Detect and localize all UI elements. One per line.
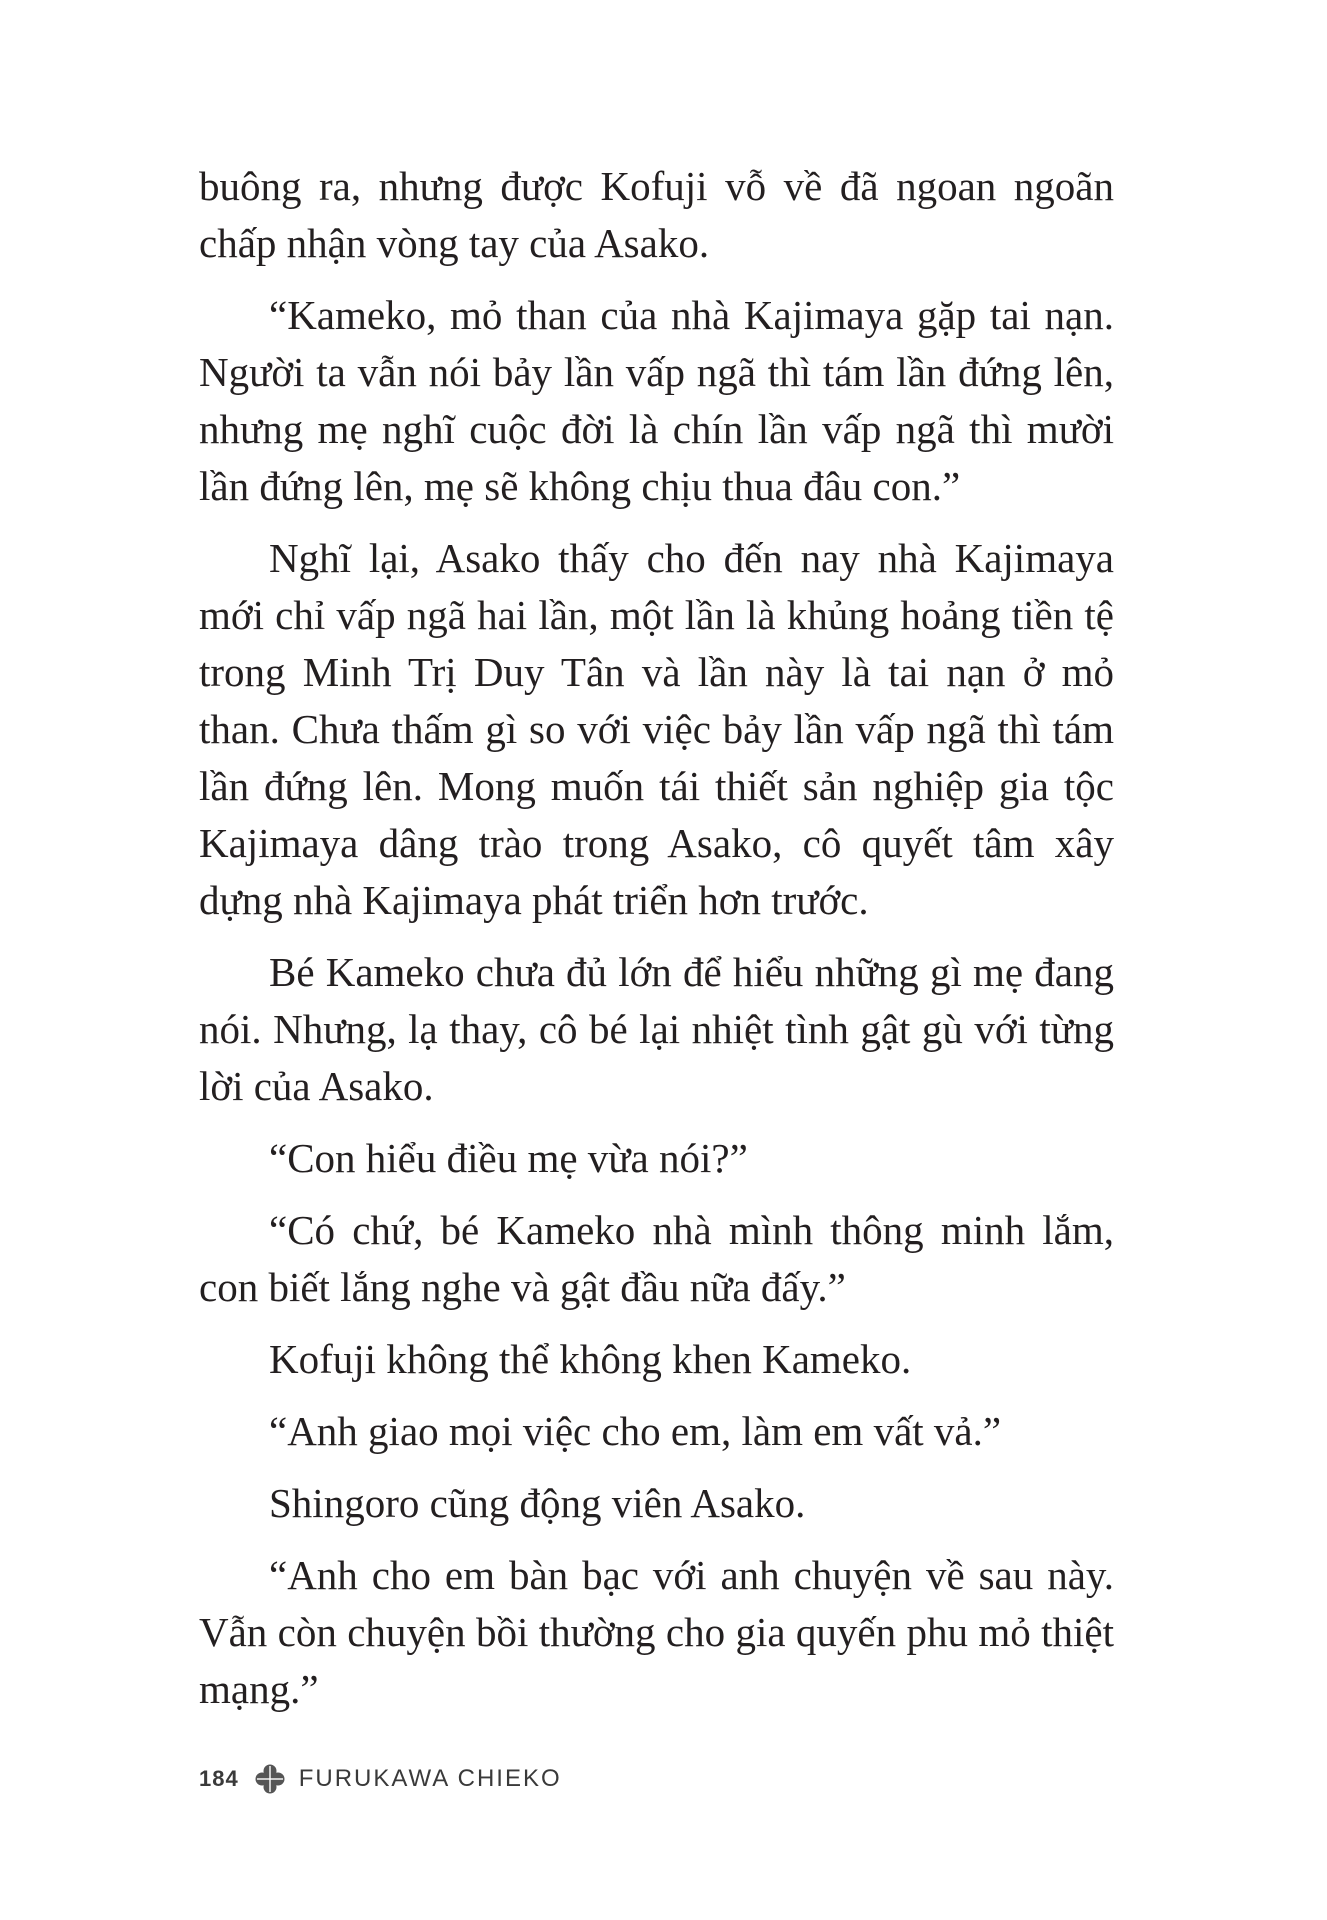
paragraph-1: buông ra, nhưng được Kofuji vỗ về đã ngoan ngoãn chấp nhận vòng tay của Asako. [199, 163, 1114, 266]
author-name: FURUKAWA CHIEKO [298, 1765, 562, 1792]
paragraph-6: “Có chứ, bé Kameko nhà mình thông minh lắm, con biết lắng nghe và gật đầu nữa đấy.” [199, 1207, 1114, 1310]
paragraph-7: Kofuji không thể không khen Kameko. [269, 1336, 912, 1382]
body-text [199, 158, 1114, 1733]
paragraph-10: “Anh cho em bàn bạc với anh chuyện về sau này. Vẫn còn chuyện bồi thường cho gia quyến phu mỏ thiệt mạng.” [199, 1552, 1114, 1712]
page-number: 184 [199, 1766, 239, 1791]
clover-icon [253, 1762, 287, 1796]
paragraph-4: Bé Kameko chưa đủ lớn để hiểu những gì mẹ đang nói. Nhưng, lạ thay, cô bé lại nhiệt tình gật gù với từng lời của Asako. [199, 949, 1114, 1109]
paragraph-5: “Con hiểu điều mẹ vừa nói?” [269, 1135, 748, 1181]
paragraph-8: “Anh giao mọi việc cho em, làm em vất vả.” [269, 1408, 1002, 1454]
paragraph-3: Nghĩ lại, Asako thấy cho đến nay nhà Kajimaya mới chỉ vấp ngã hai lần, một lần là khủng hoảng tiền tệ trong Minh Trị Duy Tân và lần này là tai nạn ở mỏ than. Chưa thấm gì so với việc bảy lần vấp ngã thì tám lần đứng lên. Mong muốn tái thiết sản nghiệp gia tộc Kajimaya dâng trào trong Asako, cô quyết tâm xây dựng nhà Kajimaya phát triển hơn trước. [199, 535, 1114, 923]
paragraph-9: Shingoro cũng động viên Asako. [269, 1480, 806, 1526]
paragraph-2: “Kameko, mỏ than của nhà Kajimaya gặp tai nạn. Người ta vẫn nói bảy lần vấp ngã thì tám lần đứng lên, nhưng mẹ nghĩ cuộc đời là chín lần vấp ngã thì mười lần đứng lên, mẹ sẽ không chịu thua đâu con.” [199, 292, 1114, 509]
page-footer [199, 1761, 562, 1797]
